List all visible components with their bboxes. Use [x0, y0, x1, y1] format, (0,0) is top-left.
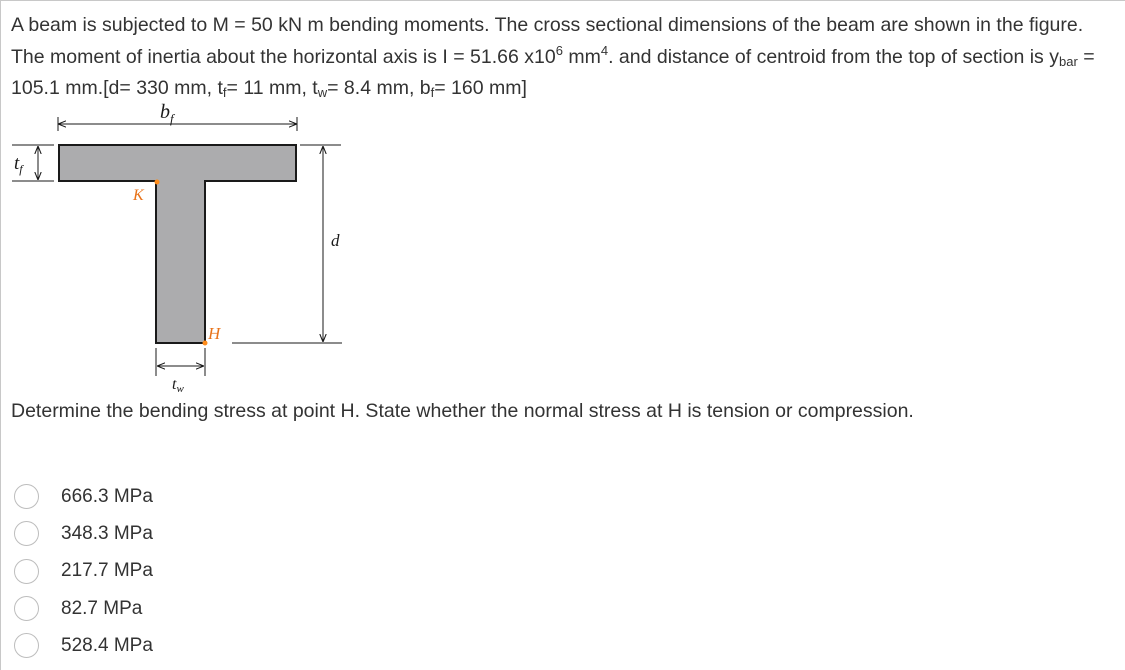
question-part: . and distance of centroid from the top of section is y [608, 45, 1059, 68]
question-part: mm [562, 45, 601, 68]
option-5[interactable] [14, 627, 153, 664]
label-bf: $b_f$ [160, 101, 174, 126]
radio-button[interactable] [14, 596, 39, 621]
radio-button[interactable] [14, 633, 39, 658]
option-label: 666.3 MPa [61, 485, 153, 507]
subscript: f [430, 85, 435, 100]
t-section-shape [59, 145, 296, 343]
question-part: = 11 mm, t [226, 77, 318, 99]
exponent: 6 [555, 42, 563, 58]
answer-options [14, 478, 153, 664]
subscript: bar [1058, 53, 1078, 69]
option-label: 348.3 MPa [61, 522, 153, 544]
option-label: 217.7 MPa [61, 560, 153, 582]
point-k-marker [155, 180, 160, 185]
exponent: 4 [600, 42, 609, 58]
question-part: = 8.4 mm, b [327, 77, 431, 99]
label-d: d [331, 231, 340, 250]
radio-button[interactable] [14, 559, 39, 584]
option-1[interactable] [14, 478, 153, 515]
option-3[interactable] [14, 553, 153, 590]
question-prompt: Determine the bending stress at point H. State whether the normal stress at H is tension or compression. [11, 400, 914, 422]
subscript: w [317, 85, 328, 100]
label-h: H [208, 324, 221, 343]
t-section-figure [0, 96, 360, 396]
label-k: K [133, 187, 144, 204]
option-4[interactable] [14, 590, 153, 627]
question-part: = 105.1 mm.[d= 330 mm, t [11, 45, 1095, 99]
option-label: 528.4 MPa [61, 634, 153, 656]
radio-button[interactable] [14, 484, 39, 509]
subscript: f [222, 85, 227, 100]
option-2[interactable] [14, 515, 153, 552]
question-text [11, 10, 1111, 105]
option-label: 82.7 MPa [61, 597, 143, 619]
question-part: A beam is subjected to M = 50 kN m bending moments. The cross sectional dimensions of the beam are shown in the figure. The moment of inertia about the horizontal axis is I = 51.66 x10 [11, 14, 1084, 68]
question-part: = 160 mm] [434, 77, 527, 99]
point-h-marker [203, 341, 208, 346]
label-tf: $t_f$ [14, 153, 23, 176]
label-tw: tw [172, 376, 184, 395]
radio-button[interactable] [14, 521, 39, 546]
